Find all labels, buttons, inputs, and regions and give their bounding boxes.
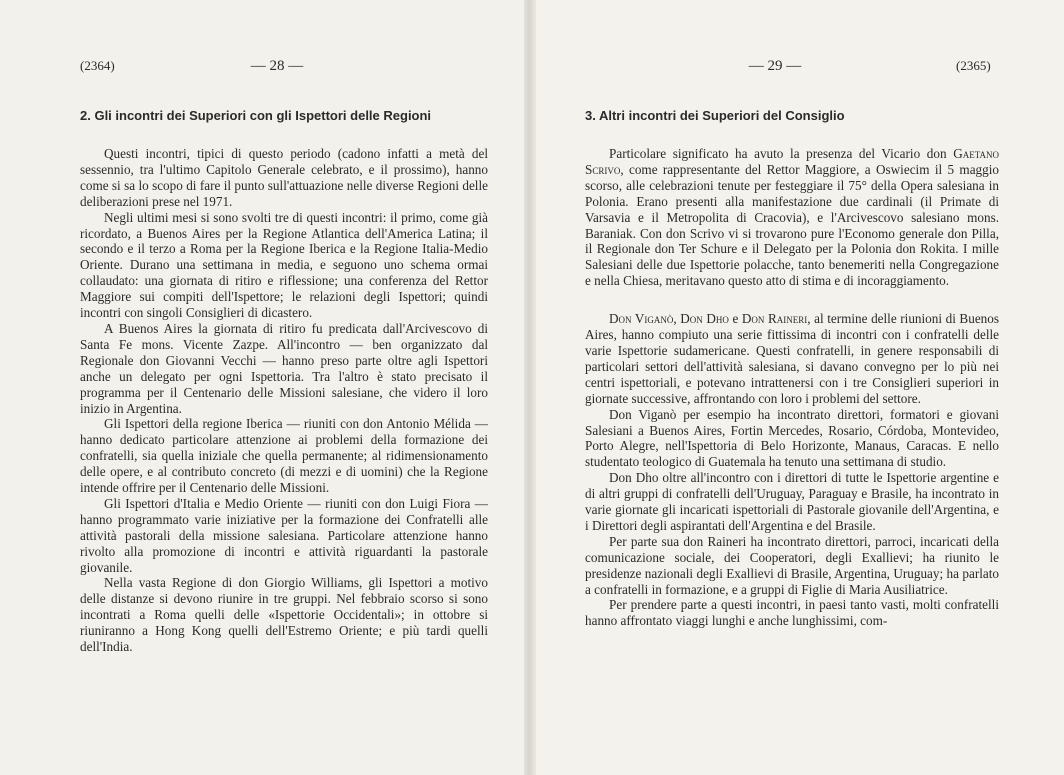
paragraph: Nella vasta Regione di don Giorgio Williams, gli Ispettori a motivo delle distanze si devono riunire in tre gruppi. Nel febbraio scorso si sono incontrati a Roma quelli delle «Ispettorie Occidentali»; in ottobre si riuniranno a Hong Kong quelli dell'Estremo Oriente; e più tardi quelli dell'India. <box>80 575 488 655</box>
text-run: , come rappresentante del Rettor Maggiore, a Oswiecim il 5 maggio scorso, alle celebrazioni tenute per festeggiare il 75° della Opera salesiana in Polonia. Erano presenti alla manifestazione due cardinali (il Primate di Varsavia e il Metropolita di Cracovia), e l'Arcivescovo salesiano mons. Baraniak. Con don Scrivo vi si trovarono pure l'Economo generale don Pilla, il Regionale don Ter Schure e il Delegato per la Polonia don Rokita. I mille Salesiani delle due Ispettorie polacche, tanto benemeriti nella Congregazione e nella Chiesa, meritavano questo atto di stima e di incoraggiamento. <box>585 161 999 289</box>
right-page <box>530 0 1064 775</box>
right-page-content <box>585 108 999 629</box>
text-run: , <box>673 311 681 327</box>
text-run: Particolare significato ha avuto la presenza del Vicario don <box>609 146 954 161</box>
section-heading-3: 3. Altri incontri dei Superiori del Consiglio <box>585 108 845 123</box>
person-name: Don Viganò <box>609 311 674 327</box>
paragraph: Per parte sua don Raineri ha incontrato direttori, parroci, incaricati della comunicazione sociale, dei Cooperatori, degli Exallievi; ha riunito le presidenze nazionali degli Exallievi di Brasile, Argentina, Uruguay; ha parlato a confratelli in formazione, e a gruppi di Figlie di Maria Ausiliatrice. <box>585 533 999 597</box>
right-page-number: — 29 — <box>748 58 802 74</box>
person-name: Don Dho <box>680 311 729 327</box>
left-page <box>0 0 530 775</box>
paragraph: Questi incontri, tipici di questo periodo (cadono infatti a metà del sessennio, tra l'ultimo Capitolo Generale celebrato, e il prossimo), hanno come si sa lo scopo di fare il punto sull'attuazione nelle diverse Regioni delle deliberazioni prese nel 1971. <box>80 146 488 209</box>
left-page-header <box>0 58 530 78</box>
left-page-ref: (2364) <box>80 58 115 73</box>
section-heading-2: 2. Gli incontri dei Superiori con gli Ispettori delle Regioni <box>80 108 432 123</box>
paragraph: Gli Ispettori d'Italia e Medio Oriente — riuniti con don Luigi Fiora — hanno programmato varie iniziative per la formazione dei Confratelli alle attività pastorali della missione salesiana. Particolare attenzione hanno rivolto alla promozione di incontri e attività riguardanti la pastorale giovanile. <box>80 495 488 575</box>
right-page-header <box>530 58 1064 78</box>
left-page-number: — 28 — <box>250 58 304 74</box>
paragraph: Per prendere parte a questi incontri, in paesi tanto vasti, molti confratelli hanno affrontato viaggi lunghi e anche lunghissimi, com- <box>585 597 999 629</box>
right-page-ref: (2365) <box>956 58 991 73</box>
person-name: Don Raineri <box>741 311 808 327</box>
text-run: e <box>728 311 742 327</box>
text-run: , al termine delle riunioni di Buenos Aires, hanno compiuto una serie fittissima di incontri con i confratelli delle varie Ispettorie sudamericane. Questi confratelli, in genere responsabili di particolari settori dell'attività salesiana, si davano convegno per lo più nei centri ispettoriali, e potevano intrattenersi con i tre Consiglieri superiori in giornate successive, affrontando con loro i problemi del settore. <box>585 311 999 406</box>
left-body-text <box>80 146 488 655</box>
paragraph: Don Viganò per esempio ha incontrato direttori, formatori e giovani Salesiani a Buenos Aires, Fortin Mercedes, Rosario, Córdoba, Montevideo, Porto Alegre, nell'Ispettoria di Belo Horizonte, Manaus, Caracas. E nello studentato teologico di Guatemala ha tenuto una settimana di studio. <box>585 406 999 470</box>
paragraph <box>585 146 999 289</box>
left-page-content <box>80 108 488 655</box>
paragraph: A Buenos Aires la giornata di ritiro fu predicata dall'Arcivescovo di Santa Fe mons. Vicente Zazpe. All'incontro — ben organizzato dal Regionale don Giovanni Vecchi — hanno preso parte oltre agli Ispettori anche un delegato per ogni Ispettoria. Tra l'altro è stato precisato il programma per il Centenario delle Missioni salesiane, che videro il loro inizio in Argentina. <box>80 320 488 416</box>
person-name: Gaetano Scrivo <box>585 146 999 177</box>
paragraph <box>585 311 999 406</box>
book-gutter <box>524 0 536 775</box>
paragraph: Gli Ispettori della regione Iberica — riuniti con don Antonio Mélida — hanno dedicato particolare attenzione ai problemi della formazione dei confratelli, sia quella iniziale che quella permanente; al ridimensionamento delle opere, e al contributo concreto (di mezzi e di uomini) che la Regione intende offrire per il Centenario delle Missioni. <box>80 416 488 496</box>
paragraph: Negli ultimi mesi si sono svolti tre di questi incontri: il primo, come già ricordato, a Buenos Aires per la Regione Atlantica dell'America Latina; il secondo e il terzo a Roma per la Regione Iberica e la Regione Italia-Medio Oriente. Durano una settimana in media, e seguono uno schema ormai collaudato: una giornata di ritiro e riflessione; una conferenza del Rettor Maggiore sui compiti dell'Ispettore; le relazioni degli Ispettori; quindi incontri con singoli Consiglieri di dicastero. <box>80 209 488 321</box>
right-body-text <box>585 311 999 629</box>
paragraph: Don Dho oltre all'incontro con i direttori di tutte le Ispettorie argentine e di altri gruppi di confratelli dell'Uruguay, Paraguay e Brasile, ha incontrato in varie giornate gli incaricati ispettoriali di Pastorale giovanile dell'Argentina, e i Direttori degli aspirantati dell'Argentina e del Brasile. <box>585 470 999 533</box>
right-intro-text <box>585 146 999 289</box>
